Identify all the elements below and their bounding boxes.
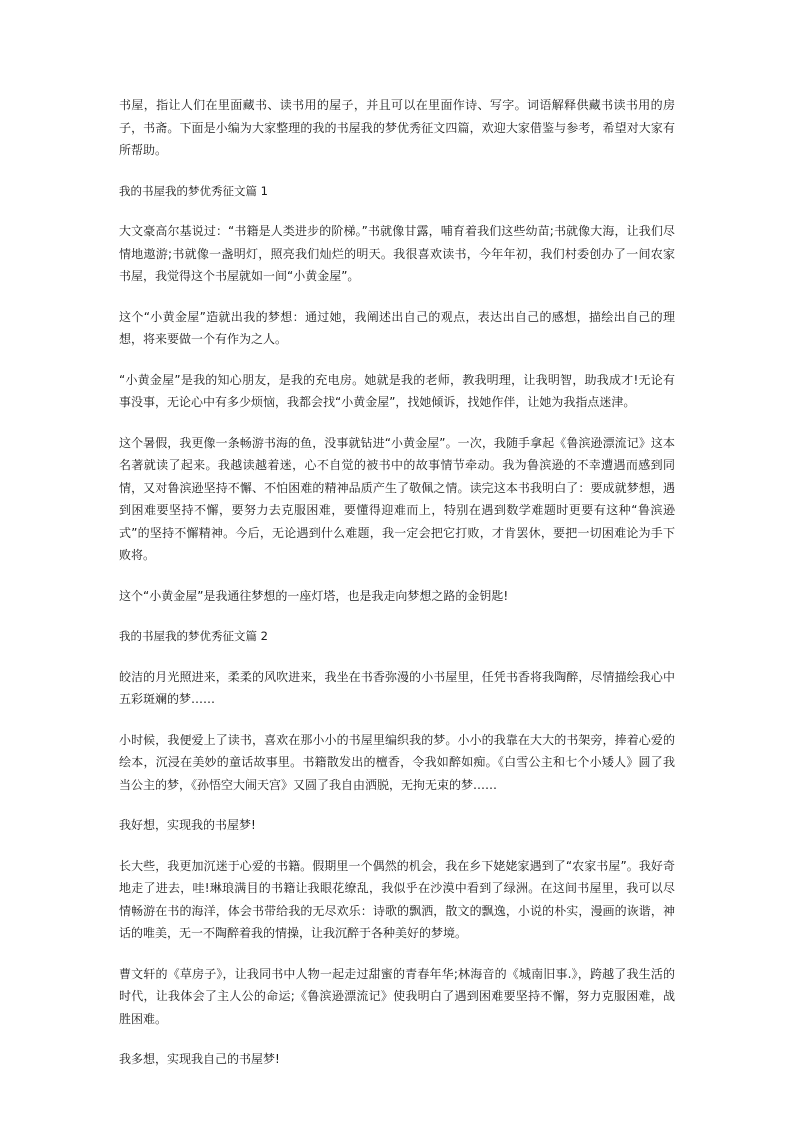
paragraph-gap (119, 607, 675, 625)
paragraph: “小黄金屋”是我的知心朋友，是我的充电房。她就是我的老师，教我明理，让我明智，助我成才!无论有事没事，无论心中有多少烦恼，我都会找“小黄金屋”，找她倾诉，找她作伴，让她为我指点迷津。 (119, 372, 675, 409)
paragraph-gap (119, 567, 675, 585)
paragraph: 小时候，我便爱上了读书，喜欢在那小小的书屋里编织我的梦。小小的我靠在大大的书架旁，捧着心爱的绘本，沉浸在美妙的童话故事里。书籍散发出的檀香，令我如醉如痴。《白雪公主和七个小矮人》圆了我当公主的梦，《孙悟空大闹天宫》又圆了我自由洒脱，无拘无束的梦…… (119, 732, 675, 792)
paragraph: 长大些，我更加沉迷于心爱的书籍。假期里一个偶然的机会，我在乡下姥姥家遇到了“农家书屋”。我好奇地走了进去，哇!琳琅满目的书籍让我眼花缭乱，我似乎在沙漠中看到了绿洲。在这间书屋里，我可以尽情畅游在书的海洋，体会书带给我的无尽欢乐：诗歌的飘洒，散文的飘逸，小说的朴实，漫画的诙谐，神话的唯美，无一不陶醉着我的情操，让我沉醉于各种美好的梦境。 (119, 858, 675, 940)
intro-paragraph: 书屋，指让人们在里面藏书、读书用的屋子，并且可以在里面作诗、写字。词语解释供藏书读书用的房子，书斋。下面是小编为大家整理的我的书屋我的梦优秀征文四篇，欢迎大家借鉴与参考，希望对大家有所帮助。 (119, 98, 675, 157)
paragraph: 我好想，实现我的书屋梦! (119, 818, 256, 832)
paragraph: 大文豪高尔基说过：“书籍是人类进步的阶梯。”书就像甘露，哺育着我们这些幼苗;书就像大海，让我们尽情地遨游;书就像一盏明灯，照亮我们灿烂的明天。我很喜欢读书，今年年初，我们村委创办了一间农家书屋，我觉得这个书屋就如一间“小黄金屋”。 (119, 224, 675, 283)
paragraph: 这个“小黄金屋”造就出我的梦想：通过她，我阐述出自己的观点，表达出自己的感想，描绘出自己的理想，将来要做一个有作为之人。 (119, 309, 675, 346)
paragraph-gap (119, 648, 675, 666)
document-body (119, 94, 675, 1071)
paragraph-gap (119, 945, 675, 963)
paragraph: 这个“小黄金屋”是我通往梦想的一座灯塔，也是我走向梦想之路的金钥匙! (119, 588, 509, 603)
paragraph-gap (119, 288, 675, 306)
paragraph: 皎洁的月光照进来，柔柔的风吹进来，我坐在书香弥漫的小书屋里，任凭书香将我陶醉，尽情描绘我心中五彩斑斓的梦…… (119, 669, 675, 706)
paragraph-gap (119, 711, 675, 729)
paragraph-gap (119, 837, 675, 855)
paragraph-gap (119, 351, 675, 369)
paragraph-gap (119, 414, 675, 432)
paragraph-gap (119, 796, 675, 814)
paragraph: 这个暑假，我更像一条畅游书海的鱼，没事就钻进“小黄金屋”。一次，我随手拿起《鲁滨逊漂流记》这本名著就读了起来。我越读越着迷，心不自觉的被书中的故事情节牵动。我为鲁滨逊的不幸遭遇而感到同情，又对鲁滨逊坚持不懈、不怕困难的精神品质产生了敬佩之情。读完这本书我明白了：要成就梦想，遇到困难要坚持不懈，要努力去克服困难，要懂得迎难而上，特别在遇到数学难题时更要有这种“鲁滨逊式”的坚持不懈精神。今后，无论遇到什么难题，我一定会把它打败，才肯罢休，要把一切困难论为手下败将。 (119, 435, 675, 562)
section-heading-2: 我的书屋我的梦优秀征文篇 2 (119, 629, 268, 643)
paragraph: 我多想，实现我自己的书屋梦! (119, 1052, 280, 1066)
paragraph-gap (119, 162, 675, 180)
paragraph: 曹文轩的《草房子》，让我同书中人物一起走过甜蜜的青春年华;林海音的《城南旧事.》，跨越了我生活的时代，让我体会了主人公的命运;《鲁滨逊漂流记》使我明白了遇到困难要坚持不懈，努力克服困难，战胜困难。 (119, 966, 675, 1026)
paragraph-gap (119, 202, 675, 220)
section-heading-1: 我的书屋我的梦优秀征文篇 1 (119, 183, 268, 198)
paragraph-gap (119, 1030, 675, 1048)
